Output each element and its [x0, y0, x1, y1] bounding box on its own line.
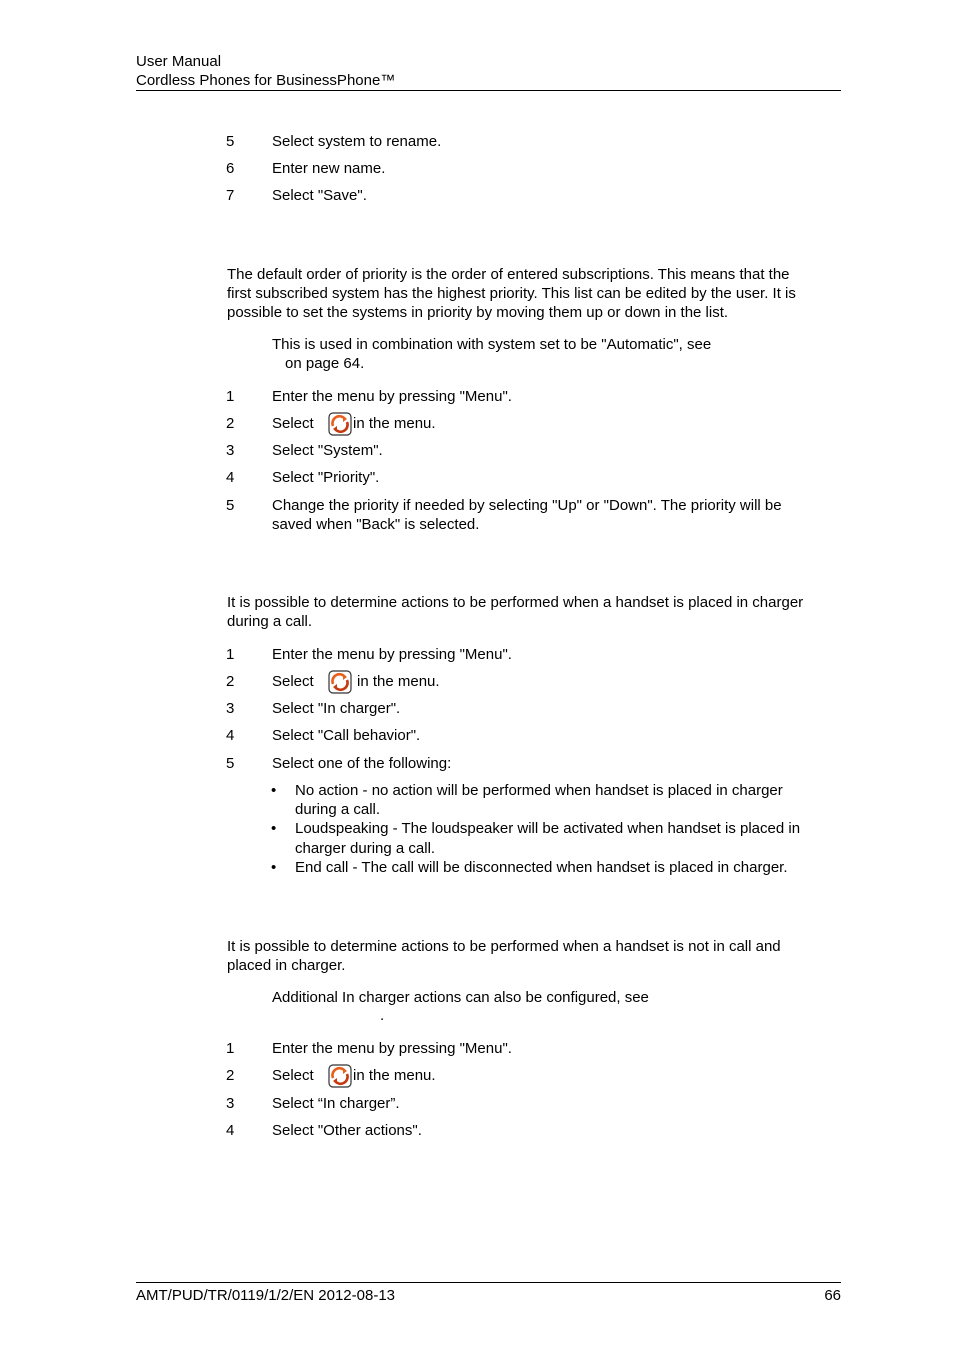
step-number: 3: [226, 442, 235, 459]
step-number: 4: [226, 469, 235, 486]
body-paragraph-line: placed in charger.: [227, 957, 346, 974]
connections-settings-icon: [328, 1064, 352, 1088]
step-text: Select "Save".: [272, 187, 367, 204]
step-text: Select "Call behavior".: [272, 727, 421, 744]
bullet-marker: •: [271, 859, 277, 876]
step-number: 2: [226, 673, 235, 690]
step-number: 5: [226, 497, 235, 514]
header-rule: [136, 90, 841, 91]
step-text-continued: saved when "Back" is selected.: [272, 516, 480, 533]
step-text: Enter new name.: [272, 160, 386, 177]
step-text: Select “In charger”.: [272, 1095, 400, 1112]
body-paragraph-line: The default order of priority is the order of entered subscriptions. This means that the: [227, 266, 790, 283]
step-text: Select "System".: [272, 442, 383, 459]
body-paragraph-line: during a call.: [227, 613, 313, 630]
body-paragraph-line: It is possible to determine actions to be performed when a handset is placed in charger: [227, 594, 804, 611]
bullet-marker: •: [271, 782, 277, 799]
step-number: 6: [226, 160, 235, 177]
note-line: Additional In charger actions can also be configured, see: [272, 989, 649, 1006]
body-paragraph-line: It is possible to determine actions to be performed when a handset is not in call and: [227, 938, 781, 955]
bullet-text-continued: during a call.: [295, 801, 381, 818]
step-text-suffix: in the menu.: [353, 415, 436, 432]
step-number: 1: [226, 1040, 235, 1057]
connections-settings-icon: [328, 412, 352, 436]
note-line: on page 64.: [285, 355, 365, 372]
step-text: Select "Priority".: [272, 469, 380, 486]
bullet-text: No action - no action will be performed when handset is placed in charger: [295, 782, 783, 799]
bullet-text-continued: charger during a call.: [295, 840, 436, 857]
step-text: Select one of the following:: [272, 755, 452, 772]
step-number: 5: [226, 755, 235, 772]
header-subtitle: Cordless Phones for BusinessPhone™: [136, 72, 396, 89]
step-text: Enter the menu by pressing "Menu".: [272, 1040, 512, 1057]
step-text: Select: [272, 415, 314, 432]
step-number: 4: [226, 727, 235, 744]
step-number: 1: [226, 388, 235, 405]
step-number: 3: [226, 1095, 235, 1112]
bullet-text: Loudspeaking - The loudspeaker will be activated when handset is placed in: [295, 820, 801, 837]
connections-settings-icon: [328, 670, 352, 694]
step-number: 1: [226, 646, 235, 663]
step-number: 7: [226, 187, 235, 204]
step-number: 4: [226, 1122, 235, 1139]
note-line: .: [380, 1007, 385, 1024]
footer-doc-id: AMT/PUD/TR/0119/1/2/EN 2012-08-13: [136, 1287, 396, 1304]
step-text: Select: [272, 673, 314, 690]
bullet-marker: •: [271, 820, 277, 837]
step-text: Select "Other actions".: [272, 1122, 422, 1139]
step-number: 2: [226, 1067, 235, 1084]
step-text: Enter the menu by pressing "Menu".: [272, 646, 512, 663]
header-title: User Manual: [136, 53, 222, 70]
step-text: Select: [272, 1067, 314, 1084]
step-text: Enter the menu by pressing "Menu".: [272, 388, 512, 405]
step-text-suffix: in the menu.: [357, 673, 440, 690]
footer-page-number: 66: [824, 1287, 841, 1304]
step-number: 5: [226, 133, 235, 150]
step-text: Select "In charger".: [272, 700, 401, 717]
footer-rule: [136, 1282, 841, 1283]
step-text: Change the priority if needed by selecting "Up" or "Down". The priority will be: [272, 497, 782, 514]
bullet-text: End call - The call will be disconnected when handset is placed in charger.: [295, 859, 788, 876]
step-number: 2: [226, 415, 235, 432]
body-paragraph-line: first subscribed system has the highest priority. This list can be edited by the user. It is: [227, 285, 796, 302]
body-paragraph-line: possible to set the systems in priority by moving them up or down in the list.: [227, 304, 729, 321]
step-text-suffix: in the menu.: [353, 1067, 436, 1084]
step-number: 3: [226, 700, 235, 717]
step-text: Select system to rename.: [272, 133, 442, 150]
note-line: This is used in combination with system set to be "Automatic", see: [272, 336, 712, 353]
